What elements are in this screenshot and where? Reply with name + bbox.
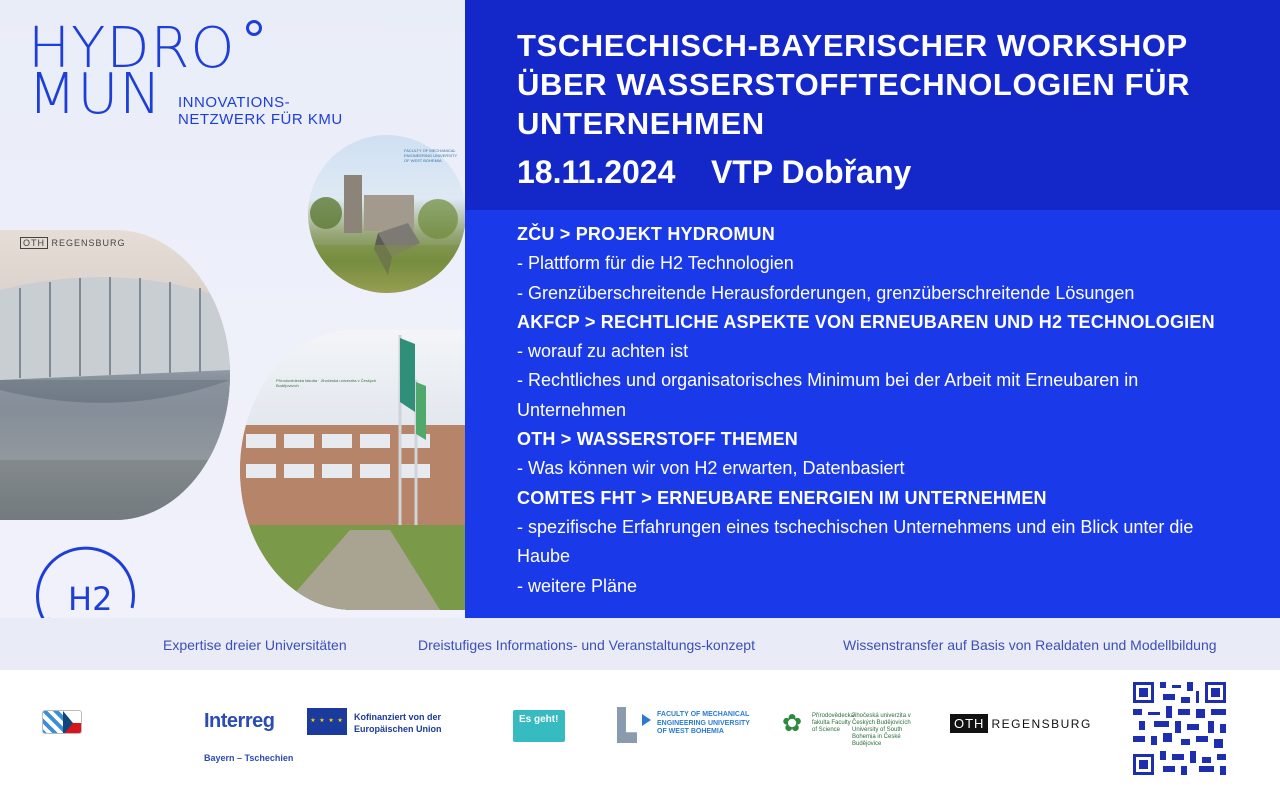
science-faculty-small-label: Přírodovědecká fakulta · Jihočeská univerzita v Českých Budějovicích: [276, 378, 377, 388]
workshop-date: 18.11.2024: [517, 154, 676, 190]
science-faculty-text: Přírodovědecká fakulta Faculty of Science: [812, 713, 855, 733]
oth-regensburg-logo: [950, 714, 1092, 733]
esgeht-logo: Es geht!: [513, 710, 565, 742]
agenda-heading: AKFCP > RECHTLICHE ASPEKTE VON ERNEUBAREN UND H2 TECHNOLOGIEN: [517, 311, 1215, 332]
date-venue-line: [517, 154, 911, 191]
agenda-item: - Grenzüberschreitende Herausforderungen, grenzüberschreitende Lösungen: [517, 282, 1135, 303]
faculty-small-label: FACULTY OF MECHANICAL ENGINEERING UNIVERSITY OF WEST BOHEMIA: [404, 148, 458, 163]
agenda-item: - Plattform für die H2 Technologien: [517, 253, 794, 274]
agenda-list: [465, 210, 1280, 618]
oth-building-drawing: [0, 230, 230, 520]
agenda-heading: OTH > WASSERSTOFF THEMEN: [517, 429, 798, 450]
logo-subtitle-line2: NETZWERK FÜR KMU: [178, 111, 343, 128]
science-faculty-logo: [782, 710, 912, 747]
oth-box: OTH: [950, 714, 988, 733]
qr-code-icon[interactable]: [1133, 682, 1226, 775]
workshop-title: TSCHECHISCH-BAYERISCHER WORKSHOP ÜBER WASSERSTOFFTECHNOLOGIEN FÜR UNTERNEHMEN: [517, 28, 1191, 141]
university-building-drawing: [240, 330, 465, 610]
feature-knowledge-transfer: Wissenstransfer auf Basis von Realdaten und Modellbildung: [843, 637, 1217, 653]
h2-symbol-text: H2: [68, 580, 113, 618]
south-bohemia-university-text: Jihočeská univerzita v Českých Budějovicích University of South Bohemia in České Budějovice: [852, 713, 911, 747]
hydrogen-h2-icon: [36, 538, 148, 618]
oth-small-label: [20, 238, 126, 248]
agenda-heading: COMTES FHT > ERNEUBARE ENERGIEN IM UNTERNEHMEN: [517, 487, 1047, 508]
logo-word-line1: HYDRO: [28, 16, 236, 81]
partner-logos-bar: [0, 670, 1280, 793]
feature-concept: Dreistufiges Informations- und Veranstaltungs-konzept: [418, 637, 755, 653]
faculty-mechanical-engineering-logo: [617, 707, 757, 743]
workshop-venue: VTP Dobřany: [710, 154, 912, 190]
left-visual-panel: [0, 0, 465, 618]
agenda-heading: ZČU > PROJEKT HYDROMUN: [517, 224, 775, 244]
workshop-header: [465, 0, 1280, 210]
logo-word-line2: MUN: [28, 62, 163, 127]
agenda-item: - Rechtliches und organisatorisches Minimum bei der Arbeit mit Erneubaren in Unternehmen: [517, 370, 1139, 420]
bavaria-czech-flag-icon: [42, 710, 82, 734]
flower-icon: ✿: [782, 710, 803, 737]
feature-expertise: Expertise dreier Universitäten: [163, 637, 347, 653]
university-building-photo: [240, 330, 465, 610]
faculty-logo-text: FACULTY OF MECHANICAL ENGINEERING UNIVERSITY OF WEST BOHEMIA: [657, 711, 750, 735]
eu-flag-icon: ★ ★ ★ ★: [307, 708, 347, 735]
agenda-item: - spezifische Erfahrungen eines tschechischen Unternehmens und ein Blick unter die Haube: [517, 516, 1194, 567]
oth-small-box: OTH: [20, 237, 48, 249]
agenda-item: - worauf zu achten ist: [517, 341, 689, 362]
eu-cofunding-text: Kofinanziert von der Europäischen Union: [354, 712, 442, 734]
oth-small-text: REGENSBURG: [51, 238, 126, 248]
agenda-item: - Was können wir von H2 erwarten, Datenbasiert: [517, 458, 905, 479]
logo-ring-icon: [246, 20, 262, 36]
oth-building-photo: [0, 230, 230, 520]
interreg-region: Bayern – Tschechien: [204, 753, 294, 763]
agenda-item: - weitere Pläne: [517, 575, 638, 596]
features-strip: [0, 618, 1280, 670]
logo-subtitle-line1: INNOVATIONS-: [178, 94, 291, 111]
interreg-logo: Interreg: [204, 710, 275, 732]
oth-regensburg-text: REGENSBURG: [991, 717, 1092, 731]
logo-subtitle: [178, 94, 343, 128]
